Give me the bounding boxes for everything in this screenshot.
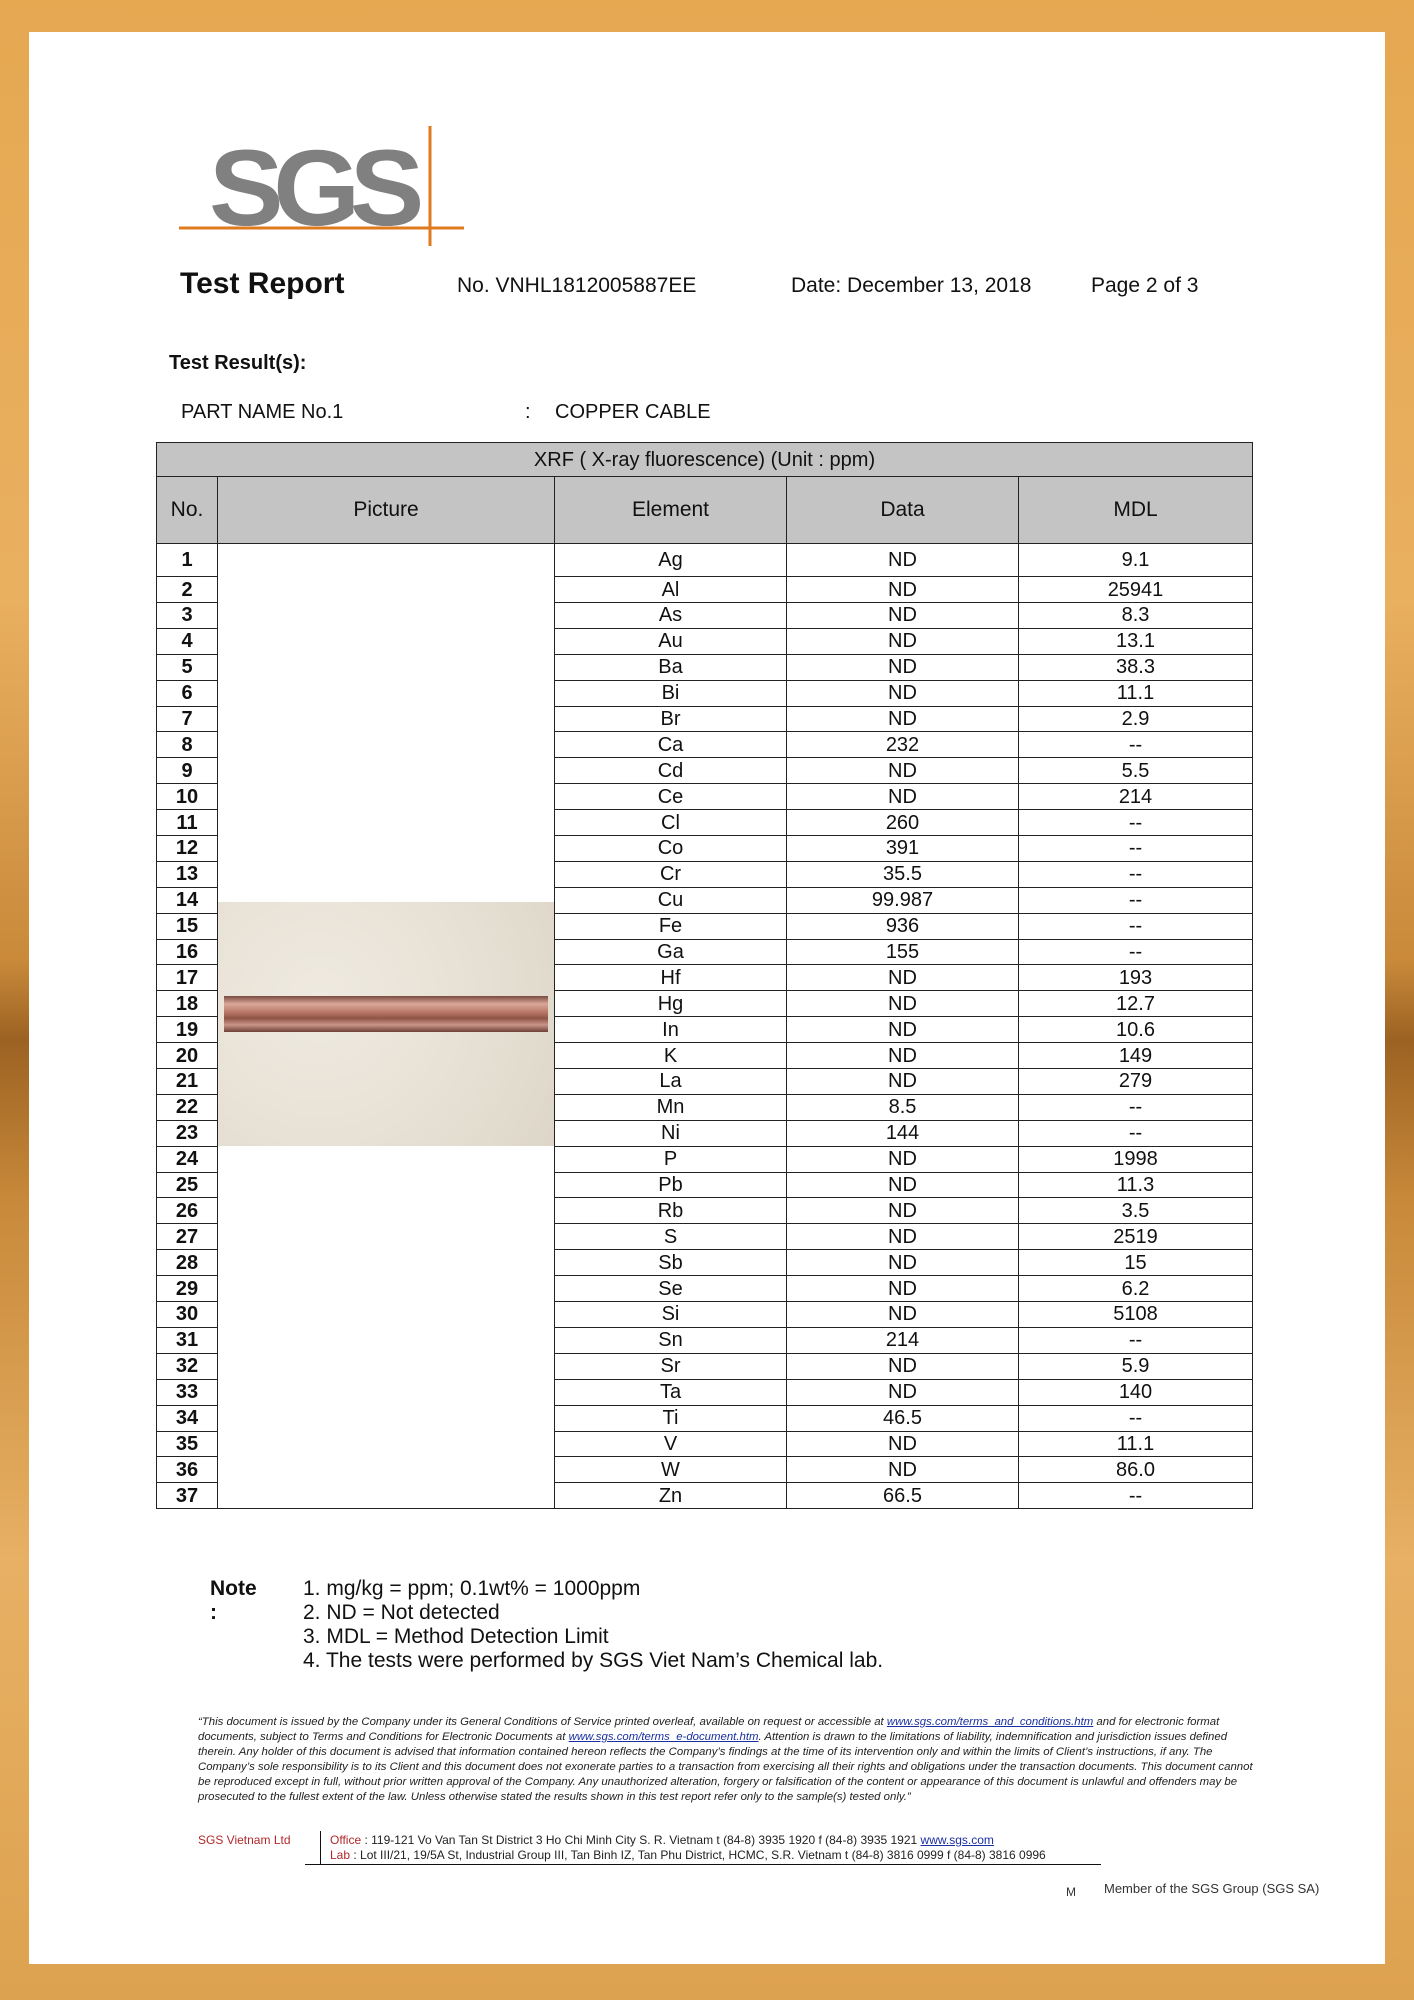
part-name-separator: : bbox=[525, 401, 531, 423]
row-number: 12 bbox=[157, 836, 218, 862]
mdl-cell: 193 bbox=[1019, 965, 1253, 991]
mdl-cell: -- bbox=[1019, 939, 1253, 965]
data-cell: ND bbox=[787, 1250, 1019, 1276]
data-cell: ND bbox=[787, 1198, 1019, 1224]
data-cell: 936 bbox=[787, 913, 1019, 939]
mdl-cell: 8.3 bbox=[1019, 603, 1253, 629]
element-cell: Rb bbox=[555, 1198, 787, 1224]
element-cell: Ce bbox=[555, 784, 787, 810]
col-header-no: No. bbox=[157, 477, 218, 544]
element-cell: V bbox=[555, 1431, 787, 1457]
data-cell: ND bbox=[787, 758, 1019, 784]
report-date: Date: December 13, 2018 bbox=[791, 274, 1032, 297]
xrf-table bbox=[156, 442, 1253, 1509]
data-cell: ND bbox=[787, 1302, 1019, 1328]
row-number: 31 bbox=[157, 1327, 218, 1353]
data-cell: ND bbox=[787, 784, 1019, 810]
row-number: 22 bbox=[157, 1094, 218, 1120]
row-number: 10 bbox=[157, 784, 218, 810]
data-cell: ND bbox=[787, 1224, 1019, 1250]
footer-divider bbox=[320, 1831, 321, 1865]
notes-list bbox=[303, 1577, 1003, 1673]
footer-address bbox=[330, 1833, 1046, 1863]
part-name-value: COPPER CABLE bbox=[555, 401, 711, 423]
element-cell: La bbox=[555, 1069, 787, 1095]
row-number: 16 bbox=[157, 939, 218, 965]
data-cell: ND bbox=[787, 1379, 1019, 1405]
mdl-cell: 38.3 bbox=[1019, 654, 1253, 680]
mdl-cell: -- bbox=[1019, 861, 1253, 887]
element-cell: Ba bbox=[555, 654, 787, 680]
element-cell: Pb bbox=[555, 1172, 787, 1198]
data-cell: 232 bbox=[787, 732, 1019, 758]
element-cell: Ni bbox=[555, 1120, 787, 1146]
row-number: 13 bbox=[157, 861, 218, 887]
office-label: Office bbox=[330, 1833, 362, 1847]
mdl-cell: 3.5 bbox=[1019, 1198, 1253, 1224]
element-cell: Sb bbox=[555, 1250, 787, 1276]
data-cell: ND bbox=[787, 1431, 1019, 1457]
mdl-cell: 10.6 bbox=[1019, 1017, 1253, 1043]
row-number: 3 bbox=[157, 603, 218, 629]
col-header-element: Element bbox=[555, 477, 787, 544]
mdl-cell: -- bbox=[1019, 810, 1253, 836]
element-cell: Zn bbox=[555, 1483, 787, 1509]
row-number: 35 bbox=[157, 1431, 218, 1457]
element-cell: W bbox=[555, 1457, 787, 1483]
data-cell: ND bbox=[787, 1276, 1019, 1302]
cable-image bbox=[224, 996, 548, 1032]
data-cell: 8.5 bbox=[787, 1094, 1019, 1120]
mdl-cell: -- bbox=[1019, 1094, 1253, 1120]
element-cell: Co bbox=[555, 836, 787, 862]
mdl-cell: 279 bbox=[1019, 1069, 1253, 1095]
mdl-cell: 1998 bbox=[1019, 1146, 1253, 1172]
page-number: Page 2 of 3 bbox=[1091, 274, 1199, 297]
data-cell: 46.5 bbox=[787, 1405, 1019, 1431]
element-cell: Fe bbox=[555, 913, 787, 939]
mdl-cell: 140 bbox=[1019, 1379, 1253, 1405]
row-number: 28 bbox=[157, 1250, 218, 1276]
row-number: 11 bbox=[157, 810, 218, 836]
element-cell: Se bbox=[555, 1276, 787, 1302]
row-number: 36 bbox=[157, 1457, 218, 1483]
data-cell: ND bbox=[787, 628, 1019, 654]
col-header-picture: Picture bbox=[218, 477, 555, 544]
sgs-logo bbox=[179, 92, 469, 248]
row-number: 37 bbox=[157, 1483, 218, 1509]
data-cell: ND bbox=[787, 577, 1019, 603]
row-number: 29 bbox=[157, 1276, 218, 1302]
mdl-cell: 12.7 bbox=[1019, 991, 1253, 1017]
picture-cell bbox=[218, 544, 555, 1509]
data-cell: 391 bbox=[787, 836, 1019, 862]
table-body bbox=[157, 544, 1253, 1509]
mdl-cell: 5.5 bbox=[1019, 758, 1253, 784]
element-cell: In bbox=[555, 1017, 787, 1043]
mdl-cell: -- bbox=[1019, 1120, 1253, 1146]
row-number: 5 bbox=[157, 654, 218, 680]
data-cell: 214 bbox=[787, 1327, 1019, 1353]
mdl-cell: -- bbox=[1019, 836, 1253, 862]
element-cell: Si bbox=[555, 1302, 787, 1328]
mdl-cell: 5.9 bbox=[1019, 1353, 1253, 1379]
element-cell: P bbox=[555, 1146, 787, 1172]
row-number: 30 bbox=[157, 1302, 218, 1328]
mdl-cell: 25941 bbox=[1019, 577, 1253, 603]
row-number: 1 bbox=[157, 544, 218, 577]
element-cell: Ti bbox=[555, 1405, 787, 1431]
legal-disclaimer bbox=[198, 1715, 1266, 1805]
row-number: 26 bbox=[157, 1198, 218, 1224]
element-cell: As bbox=[555, 603, 787, 629]
row-number: 25 bbox=[157, 1172, 218, 1198]
e-document-link[interactable]: www.sgs.com/terms_e-document.htm bbox=[568, 1731, 759, 1743]
mdl-cell: 13.1 bbox=[1019, 628, 1253, 654]
mdl-cell: 149 bbox=[1019, 1043, 1253, 1069]
row-number: 19 bbox=[157, 1017, 218, 1043]
element-cell: Au bbox=[555, 628, 787, 654]
website-link[interactable]: www.sgs.com bbox=[920, 1833, 994, 1847]
mdl-cell: 11.3 bbox=[1019, 1172, 1253, 1198]
section-heading: Test Result(s): bbox=[169, 352, 307, 374]
mdl-cell: 11.1 bbox=[1019, 1431, 1253, 1457]
data-cell: ND bbox=[787, 991, 1019, 1017]
notes-label: Note : bbox=[210, 1577, 257, 1624]
row-number: 7 bbox=[157, 706, 218, 732]
mdl-cell: -- bbox=[1019, 1483, 1253, 1509]
mdl-cell: -- bbox=[1019, 887, 1253, 913]
element-cell: Br bbox=[555, 706, 787, 732]
data-cell: ND bbox=[787, 654, 1019, 680]
row-number: 23 bbox=[157, 1120, 218, 1146]
row-number: 14 bbox=[157, 887, 218, 913]
element-cell: Ca bbox=[555, 732, 787, 758]
data-cell: ND bbox=[787, 680, 1019, 706]
report-page bbox=[29, 32, 1385, 1964]
data-cell: ND bbox=[787, 965, 1019, 991]
note-item: 1. mg/kg = ppm; 0.1wt% = 1000ppm bbox=[303, 1577, 641, 1600]
mdl-cell: 86.0 bbox=[1019, 1457, 1253, 1483]
row-number: 17 bbox=[157, 965, 218, 991]
data-cell: 35.5 bbox=[787, 861, 1019, 887]
data-cell: 66.5 bbox=[787, 1483, 1019, 1509]
row-number: 24 bbox=[157, 1146, 218, 1172]
element-cell: Hf bbox=[555, 965, 787, 991]
element-cell: Mn bbox=[555, 1094, 787, 1120]
row-number: 9 bbox=[157, 758, 218, 784]
row-number: 4 bbox=[157, 628, 218, 654]
disclaimer-text: “This document is issued by the Company under its General Conditions of Service printed overleaf, available on request or accessible at bbox=[198, 1716, 887, 1728]
data-cell: ND bbox=[787, 1069, 1019, 1095]
member-statement: Member of the SGS Group (SGS SA) bbox=[1104, 1881, 1320, 1896]
mdl-cell: 15 bbox=[1019, 1250, 1253, 1276]
lab-address: : Lot III/21, 19/5A St, Industrial Group III, Tan Binh IZ, Tan Phu District, HCMC, S.R. Vietnam t (84-8) 3816 0999 f (84-8) 3816 0996 bbox=[350, 1848, 1046, 1862]
element-cell: Cl bbox=[555, 810, 787, 836]
footer-rule bbox=[305, 1864, 1101, 1865]
footer-mark: M bbox=[1066, 1885, 1076, 1899]
mdl-cell: 9.1 bbox=[1019, 544, 1253, 577]
element-cell: Cu bbox=[555, 887, 787, 913]
row-number: 34 bbox=[157, 1405, 218, 1431]
note-item: 3. MDL = Method Detection Limit bbox=[303, 1625, 609, 1648]
terms-link[interactable]: www.sgs.com/terms_and_conditions.htm bbox=[886, 1716, 1094, 1728]
data-cell: ND bbox=[787, 1146, 1019, 1172]
note-item: 4. The tests were performed by SGS Viet Nam’s Chemical lab. bbox=[303, 1649, 884, 1672]
row-number: 18 bbox=[157, 991, 218, 1017]
mdl-cell: -- bbox=[1019, 913, 1253, 939]
element-cell: Ag bbox=[555, 544, 787, 577]
disclaimer-text: . Attention is drawn to the limitations of liability, indemnification and jurisdiction issues defined therein. Any holder of this document is advised that information contained hereon reflects the Company’s findings at the time of its intervention only and within the limits of Client’s instructions, if any. The Company’s sole responsibility is to its Client and this document does not exonerate parties to a transaction from exercising all their rights and obligations under the transaction documents. This document cannot be reproduced except in full, without prior written approval of the Company. Any unauthorized alteration, forgery or falsification of the content or appearance of this document is unlawful and offenders may be prosecuted to the fullest extent of the law. Unless otherwise stated the results shown in this test report refer only to the sample(s) tested only.” bbox=[198, 1731, 1253, 1803]
disclaimer-text: and for electronic format documents, subject to Terms and Conditions for Electronic Documents at bbox=[198, 1716, 1220, 1743]
mdl-cell: 11.1 bbox=[1019, 680, 1253, 706]
mdl-cell: 2519 bbox=[1019, 1224, 1253, 1250]
row-number: 33 bbox=[157, 1379, 218, 1405]
element-cell: Ga bbox=[555, 939, 787, 965]
table-caption: XRF ( X-ray fluorescence) (Unit : ppm) bbox=[157, 443, 1253, 477]
data-cell: ND bbox=[787, 1172, 1019, 1198]
data-cell: ND bbox=[787, 603, 1019, 629]
element-cell: Cd bbox=[555, 758, 787, 784]
row-number: 21 bbox=[157, 1069, 218, 1095]
element-cell: Hg bbox=[555, 991, 787, 1017]
data-cell: 144 bbox=[787, 1120, 1019, 1146]
row-number: 20 bbox=[157, 1043, 218, 1069]
mdl-cell: 2.9 bbox=[1019, 706, 1253, 732]
data-cell: ND bbox=[787, 1457, 1019, 1483]
element-cell: K bbox=[555, 1043, 787, 1069]
data-cell: ND bbox=[787, 1353, 1019, 1379]
col-header-mdl: MDL bbox=[1019, 477, 1253, 544]
col-header-data: Data bbox=[787, 477, 1019, 544]
element-cell: Cr bbox=[555, 861, 787, 887]
note-item: 2. ND = Not detected bbox=[303, 1601, 500, 1624]
lab-label: Lab bbox=[330, 1848, 351, 1862]
data-cell: 260 bbox=[787, 810, 1019, 836]
row-number: 2 bbox=[157, 577, 218, 603]
element-cell: S bbox=[555, 1224, 787, 1250]
data-cell: 155 bbox=[787, 939, 1019, 965]
part-name-label: PART NAME No.1 bbox=[181, 401, 344, 423]
sgs-logo-text: SGS bbox=[209, 127, 421, 248]
element-cell: Sr bbox=[555, 1353, 787, 1379]
mdl-cell: 6.2 bbox=[1019, 1276, 1253, 1302]
element-cell: Ta bbox=[555, 1379, 787, 1405]
mdl-cell: -- bbox=[1019, 1327, 1253, 1353]
data-cell: 99.987 bbox=[787, 887, 1019, 913]
data-cell: ND bbox=[787, 1017, 1019, 1043]
company-name: SGS Vietnam Ltd bbox=[198, 1833, 291, 1847]
element-cell: Al bbox=[555, 577, 787, 603]
table-row bbox=[157, 544, 1253, 577]
row-number: 15 bbox=[157, 913, 218, 939]
report-title: Test Report bbox=[180, 267, 345, 300]
data-cell: ND bbox=[787, 1043, 1019, 1069]
mdl-cell: 214 bbox=[1019, 784, 1253, 810]
row-number: 32 bbox=[157, 1353, 218, 1379]
row-number: 6 bbox=[157, 680, 218, 706]
element-cell: Sn bbox=[555, 1327, 787, 1353]
mdl-cell: 5108 bbox=[1019, 1302, 1253, 1328]
data-cell: ND bbox=[787, 544, 1019, 577]
element-cell: Bi bbox=[555, 680, 787, 706]
row-number: 27 bbox=[157, 1224, 218, 1250]
copper-cable-photo bbox=[218, 902, 554, 1146]
data-cell: ND bbox=[787, 706, 1019, 732]
mdl-cell: -- bbox=[1019, 732, 1253, 758]
row-number: 8 bbox=[157, 732, 218, 758]
mdl-cell: -- bbox=[1019, 1405, 1253, 1431]
office-address: : 119-121 Vo Van Tan St District 3 Ho Chi Minh City S. R. Vietnam t (84-8) 3935 1920 f (84-8) 3935 1921 bbox=[361, 1833, 921, 1847]
report-number: No. VNHL1812005887EE bbox=[457, 274, 697, 297]
